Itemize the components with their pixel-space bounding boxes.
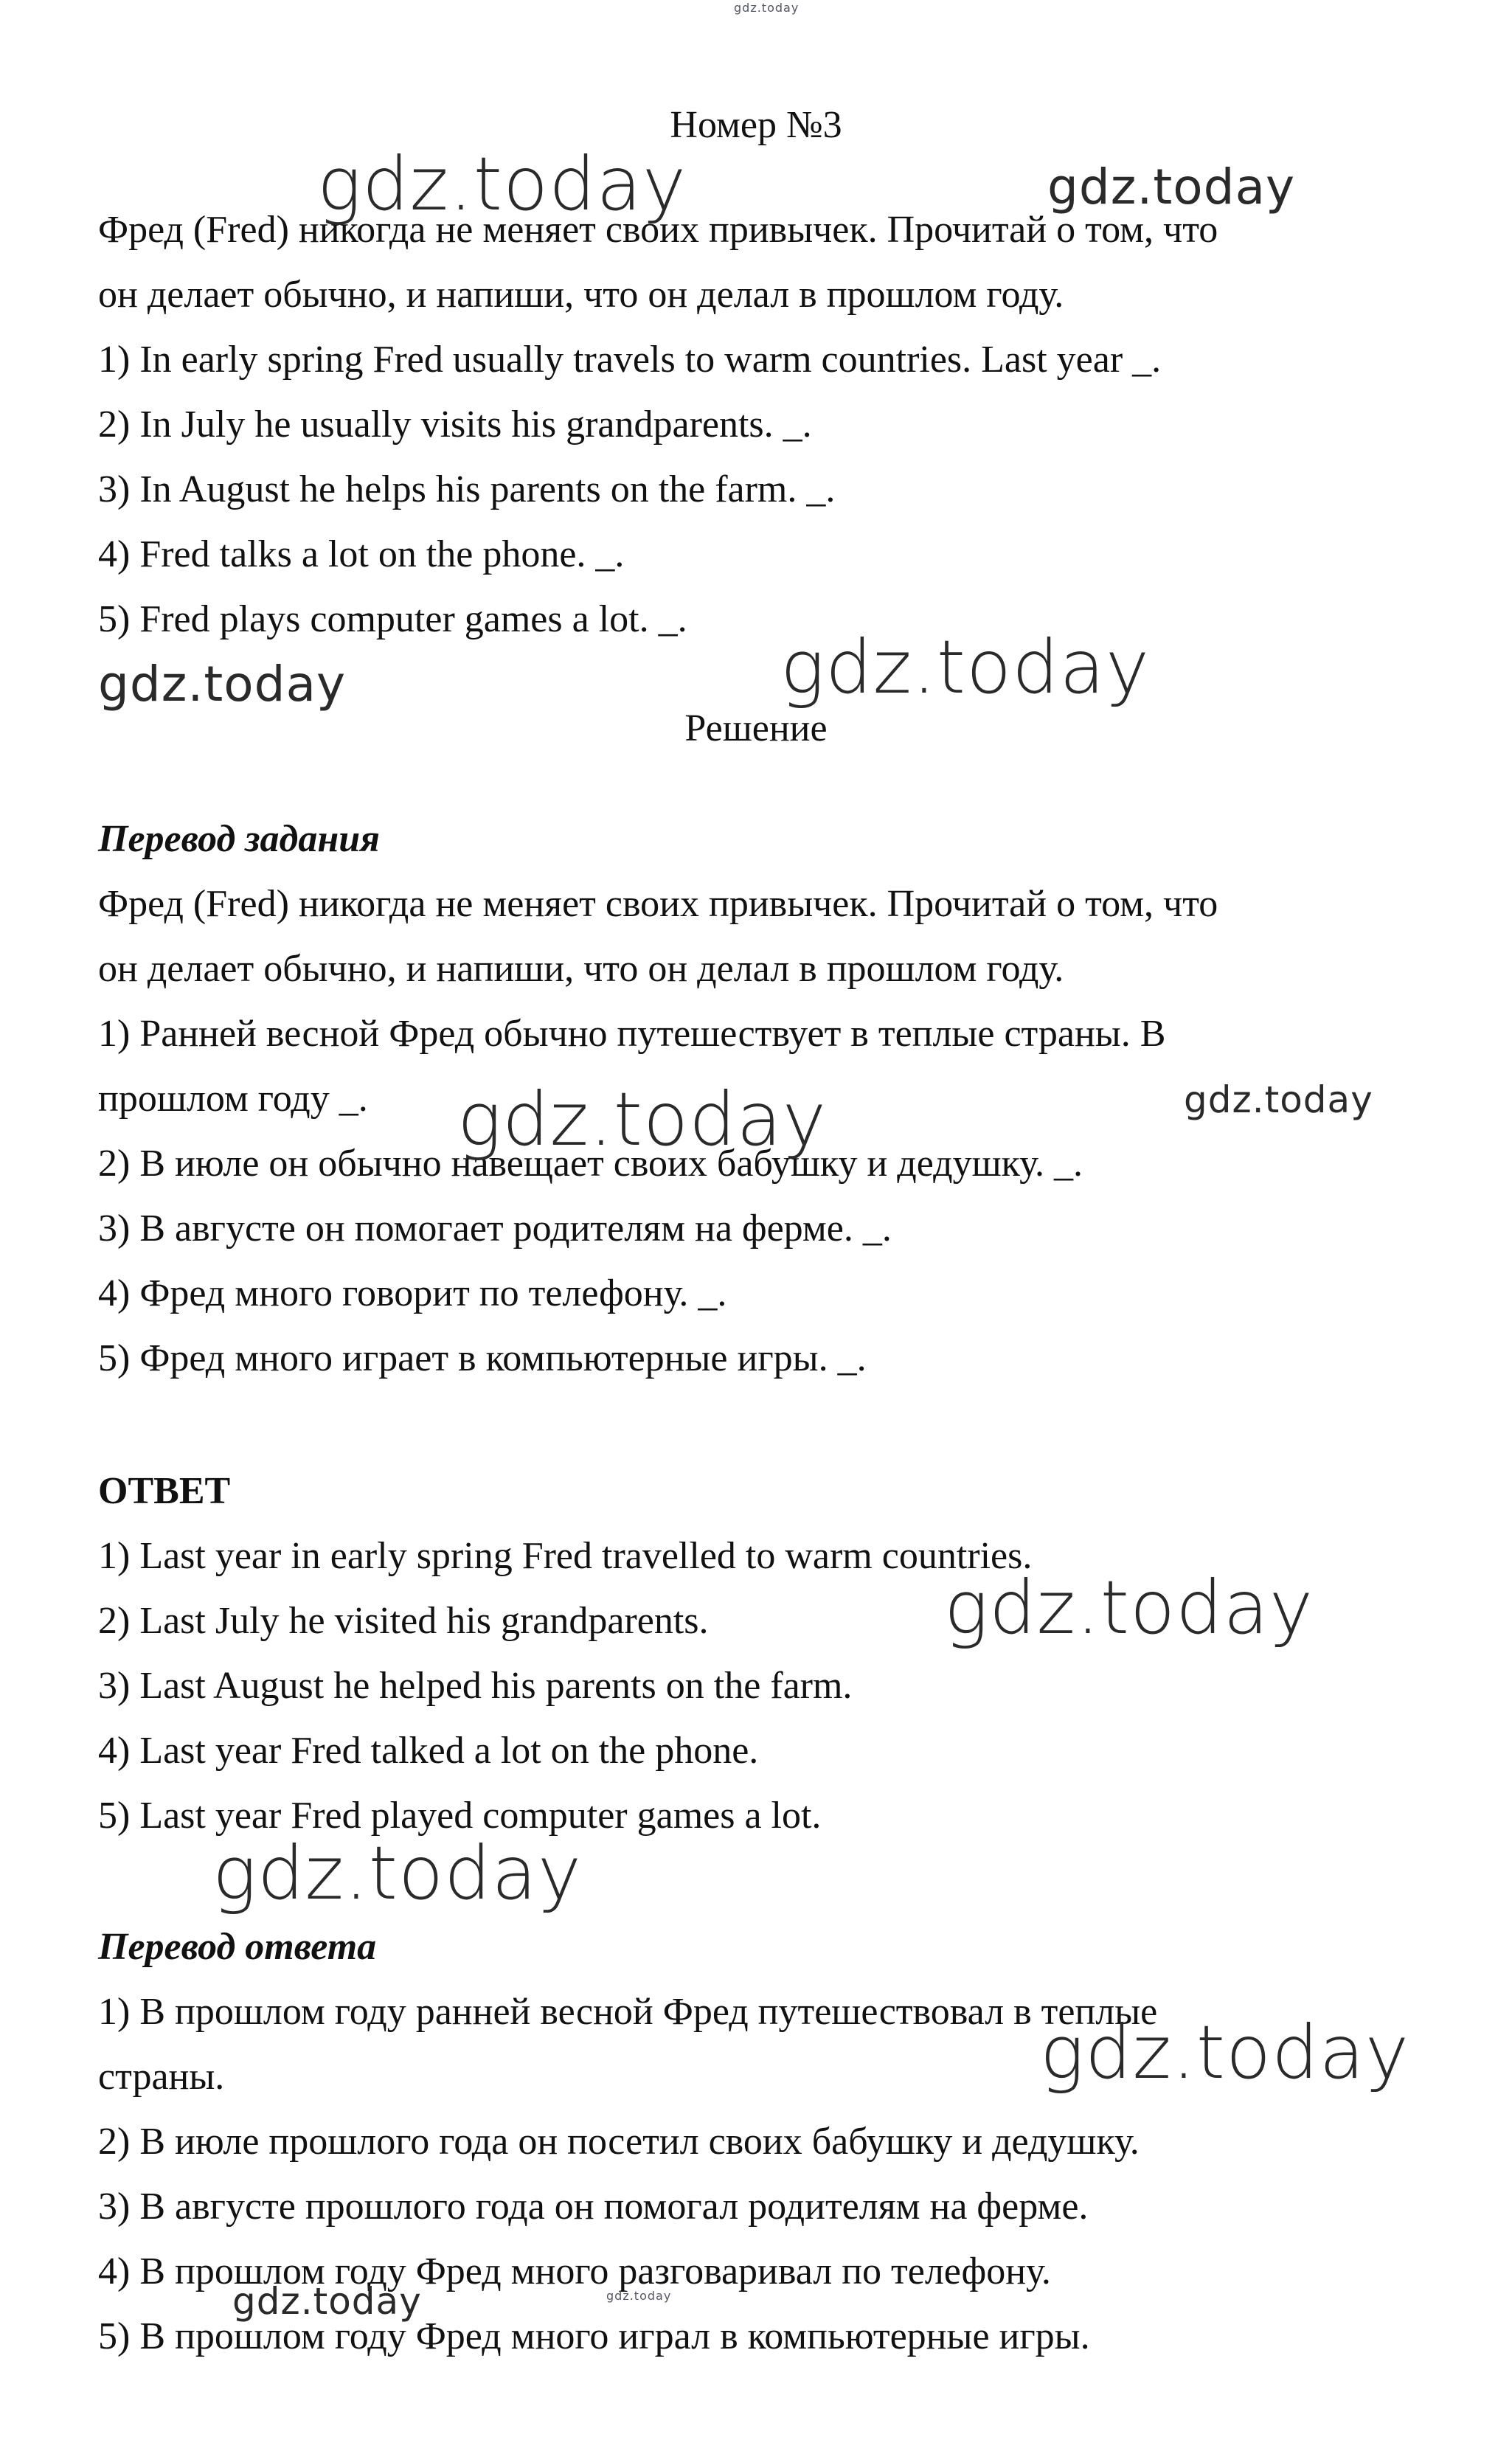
task-line: 1) In early spring Fred usually travels to warm countries. Last year _.	[98, 339, 1162, 381]
translation-line: 4) Фред много говорит по телефону. _.	[98, 1272, 727, 1314]
answer-translation-line: 1) В прошлом году ранней весной Фред путешествовал в теплые	[98, 1991, 1158, 2033]
page-title: Номер №3	[670, 104, 842, 146]
watermark: gdz.today	[457, 1076, 828, 1162]
task-line: Фред (Fred) никогда не меняет своих привычек. Прочитай о том, что	[98, 209, 1218, 251]
translation-line: Фред (Fred) никогда не меняет своих привычек. Прочитай о том, что	[98, 883, 1218, 925]
watermark: gdz.today	[1040, 2009, 1410, 2096]
watermark: gdz.today	[212, 1830, 583, 1916]
task-line: 3) In August he helps his parents on the farm. _.	[98, 468, 836, 510]
solution-heading: Решение	[684, 707, 828, 749]
translation-line: прошлом году _.	[98, 1078, 368, 1120]
watermark: gdz.today	[606, 2289, 672, 2303]
answer-translation-heading: Перевод ответа	[98, 1926, 377, 1968]
translation-line: 1) Ранней весной Фред обычно путешествует в теплые страны. В	[98, 1013, 1166, 1055]
translation-line: 2) В июле он обычно навещает своих бабушку и дедушку. _.	[98, 1143, 1083, 1185]
task-line: 2) In July he usually visits his grandparents. _.	[98, 403, 812, 446]
watermark: gdz.today	[98, 656, 347, 713]
answer-translation-line: страны.	[98, 2056, 225, 2098]
watermark: gdz.today	[780, 624, 1151, 710]
translation-line: он делает обычно, и напиши, что он делал в прошлом году.	[98, 948, 1064, 990]
answer-line: 1) Last year in early spring Fred travelled to warm countries.	[98, 1535, 1033, 1577]
top-watermark: gdz.today	[734, 1, 800, 15]
answer-translation-line: 5) В прошлом году Фред много играл в компьютерные игры.	[98, 2315, 1090, 2357]
task-line: 5) Fred plays computer games a lot. _.	[98, 598, 687, 640]
task-line: он делает обычно, и напиши, что он делал в прошлом году.	[98, 274, 1064, 316]
answer-line: 4) Last year Fred talked a lot on the phone.	[98, 1730, 759, 1772]
translation-line: 5) Фред много играет в компьютерные игры. _.	[98, 1337, 867, 1379]
answer-line: 5) Last year Fred played computer games a lot.	[98, 1795, 822, 1837]
watermark: gdz.today	[1047, 159, 1296, 215]
answer-translation-line: 4) В прошлом году Фред много разговаривал по телефону.	[98, 2250, 1051, 2292]
task-translation-heading: Перевод задания	[98, 818, 380, 860]
watermark: gdz.today	[944, 1564, 1314, 1651]
watermark: gdz.today	[232, 2280, 422, 2323]
answer-line: 3) Last August he helped his parents on the farm.	[98, 1665, 853, 1707]
answer-line: 2) Last July he visited his grandparents.	[98, 1600, 709, 1642]
watermark: gdz.today	[1184, 1078, 1373, 1121]
translation-line: 3) В августе он помогает родителям на ферме. _.	[98, 1207, 892, 1250]
answer-translation-line: 2) В июле прошлого года он посетил своих бабушку и дедушку.	[98, 2121, 1140, 2163]
answer-translation-line: 3) В августе прошлого года он помогал родителям на ферме.	[98, 2186, 1089, 2228]
task-line: 4) Fred talks a lot on the phone. _.	[98, 533, 625, 575]
answer-heading: ОТВЕТ	[98, 1470, 231, 1512]
watermark: gdz.today	[317, 141, 687, 227]
